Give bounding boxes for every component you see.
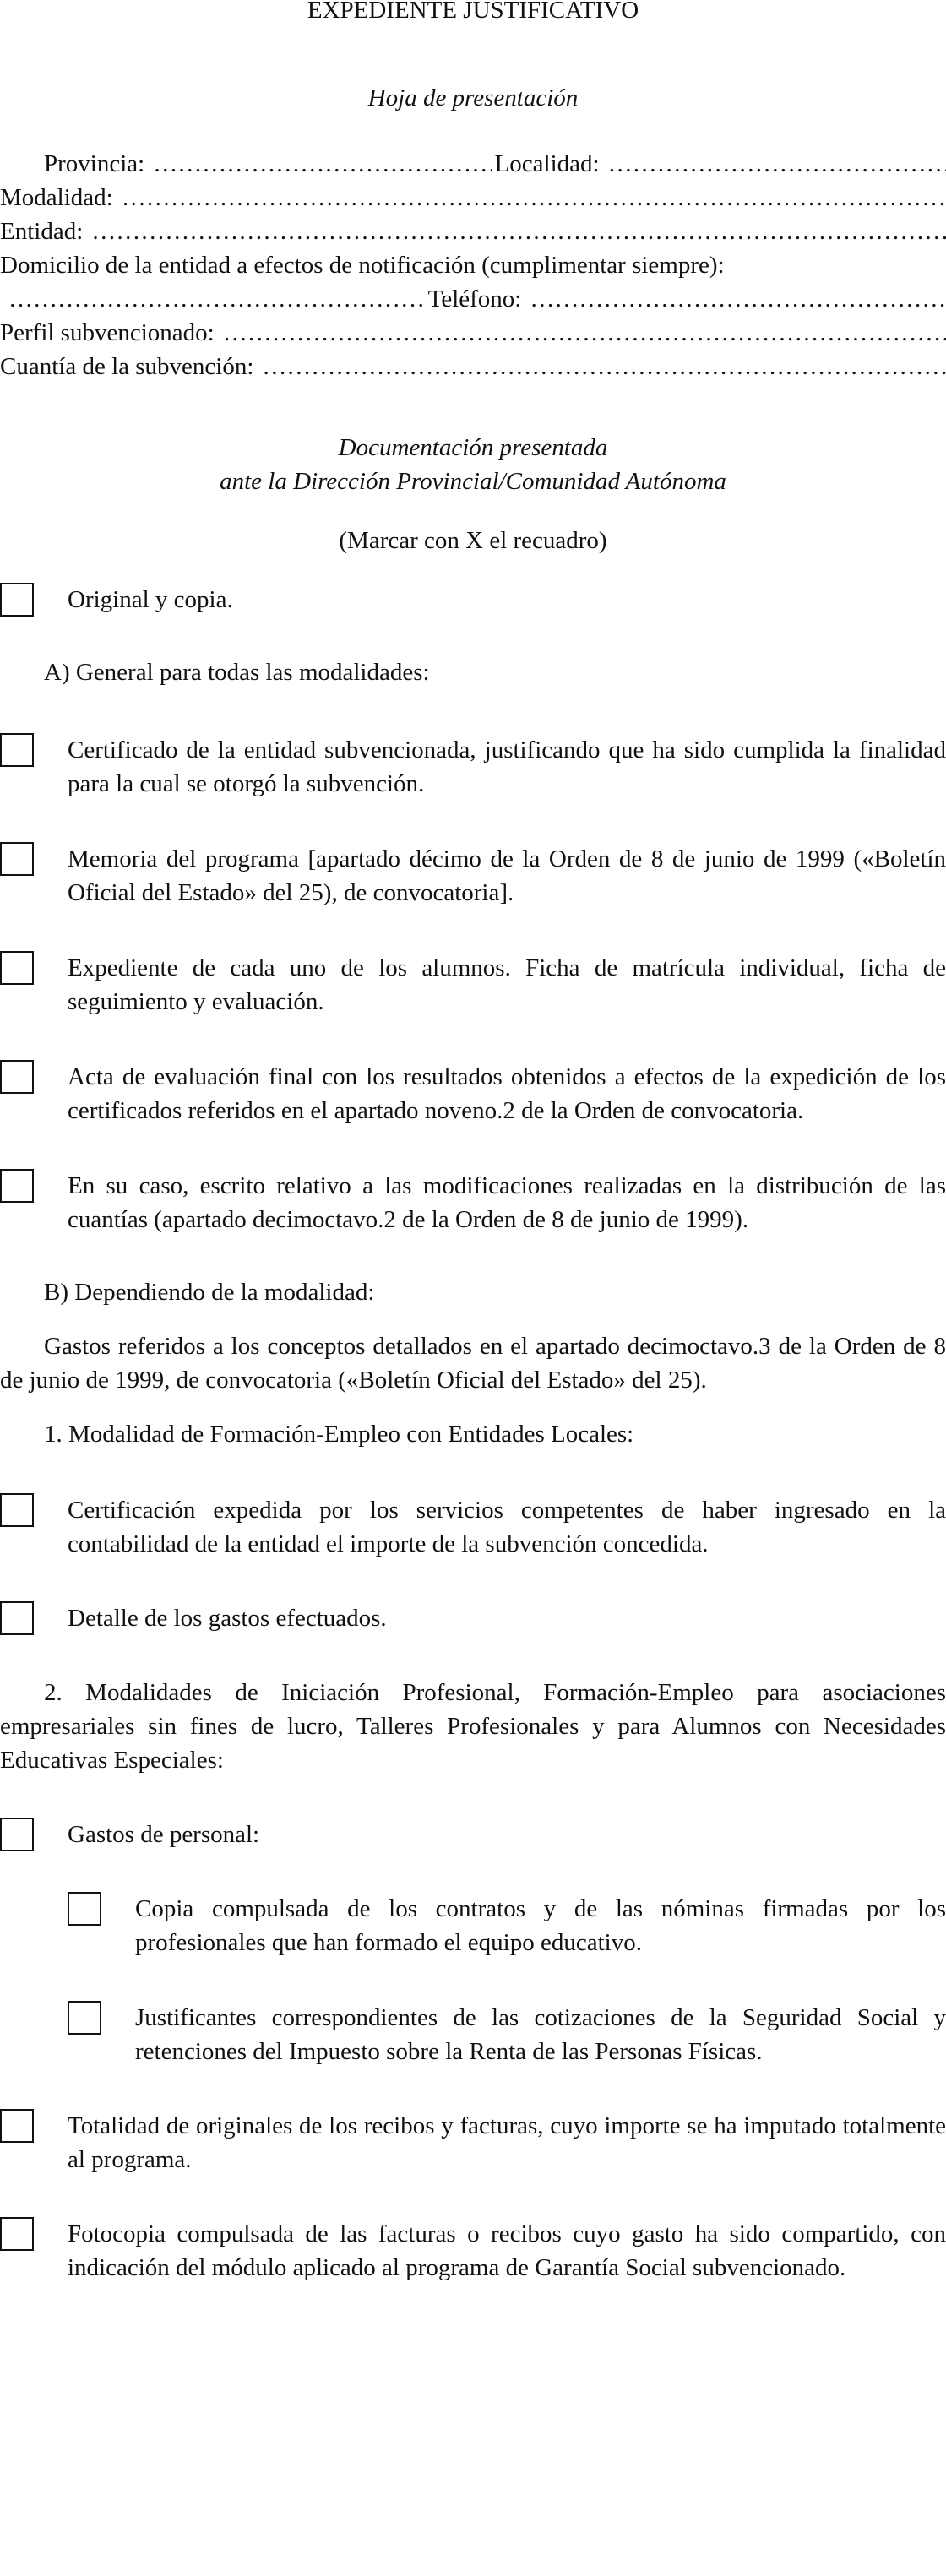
- field-label-cuantia: Cuantía de la subvención:: [0, 353, 254, 380]
- field-label-domicilio: Domicilio de la entidad a efectos de notificación (cumplimentar siempre):: [0, 252, 725, 279]
- checkbox-b2a[interactable]: [0, 1818, 34, 1851]
- checkbox-a3[interactable]: [0, 951, 34, 985]
- field-blank-cuantia[interactable]: [262, 350, 946, 383]
- field-modalidad: [0, 181, 946, 215]
- checklist-label: Expediente de cada uno de los alumnos. Ficha de matrícula individual, ficha de seguimiento y evaluación.: [68, 954, 946, 1015]
- field-perfil: [0, 316, 946, 350]
- checklist-label: Certificado de la entidad subvencionada, justificando que ha sido cumplida la finalidad para la cual se otorgó la subvención.: [68, 736, 946, 797]
- field-entidad: [0, 215, 946, 248]
- field-label-localidad: Localidad:: [494, 150, 600, 177]
- field-label-modalidad: Modalidad:: [0, 184, 113, 211]
- checklist-item-b2b: [0, 2109, 946, 2177]
- checklist-item-b2a1: [0, 1892, 946, 1959]
- field-blank-localidad[interactable]: [608, 147, 946, 181]
- checkbox-b2b[interactable]: [0, 2109, 34, 2143]
- checklist-label: Justificantes correspondientes de las cotizaciones de la Seguridad Social y retenciones del Impuesto sobre la Renta de las Personas Físicas.: [135, 2004, 946, 2065]
- checkbox-a1[interactable]: [0, 733, 34, 767]
- section-a-heading: A) General para todas las modalidades:: [44, 659, 430, 686]
- checklist-label: Fotocopia compulsada de las facturas o recibos cuyo gasto ha sido compartido, con indicación del módulo aplicado al programa de Garantía Social subvencionado.: [68, 2220, 946, 2281]
- field-label-perfil: Perfil subvencionado:: [0, 319, 215, 346]
- checkbox-a4[interactable]: [0, 1060, 34, 1094]
- documentation-heading: [0, 431, 946, 498]
- mark-instruction: (Marcar con X el recuadro): [339, 527, 607, 554]
- checklist-item-a3: [0, 951, 946, 1019]
- checklist-item-a1: [0, 733, 946, 801]
- field-domicilio-telefono: [0, 282, 946, 316]
- field-blank-entidad[interactable]: [91, 215, 946, 248]
- checkbox-original[interactable]: [0, 583, 34, 617]
- section-b-paragraph: Gastos referidos a los conceptos detallados en el apartado decimoctavo.3 de la Orden de 8 de junio de 1999, de convocatoria («Boletín Oficial del Estado» del 25).: [0, 1333, 946, 1394]
- checkbox-a2[interactable]: [0, 842, 34, 876]
- checklist-label: En su caso, escrito relativo a las modificaciones realizadas en la distribución de las cuantías (apartado decimoctavo.2 de la Orden de 8 de junio de 1999).: [68, 1172, 946, 1233]
- document-subtitle: Hoja de presentación: [367, 84, 579, 111]
- checklist-item-b1a: [0, 1493, 946, 1561]
- checkbox-b2a2[interactable]: [68, 2001, 101, 2035]
- field-provincia-localidad: [0, 147, 946, 181]
- checkbox-b1a[interactable]: [0, 1493, 34, 1527]
- checkbox-a5[interactable]: [0, 1169, 34, 1203]
- section-b-heading: B) Dependiendo de la modalidad:: [44, 1279, 375, 1306]
- checklist-label: Detalle de los gastos efectuados.: [68, 1605, 387, 1632]
- checklist-item-a5: [0, 1169, 946, 1236]
- field-cuantia: [0, 350, 946, 383]
- field-blank-modalidad[interactable]: [122, 181, 946, 215]
- field-label-entidad: Entidad:: [0, 218, 84, 245]
- checklist-label: Acta de evaluación final con los resultados obtenidos a efectos de la expedición de los certificados referidos en el apartado noveno.2 de la Orden de convocatoria.: [68, 1063, 946, 1124]
- form-fields: [0, 147, 946, 383]
- checkbox-b1b[interactable]: [0, 1601, 34, 1635]
- subsection-1-heading: 1. Modalidad de Formación-Empleo con Entidades Locales:: [44, 1421, 634, 1448]
- checklist-item-a4: [0, 1060, 946, 1128]
- checklist-item-b1b: [0, 1601, 946, 1635]
- checklist-item-b2c: [0, 2217, 946, 2285]
- field-blank-perfil[interactable]: [223, 316, 946, 350]
- field-blank-domicilio[interactable]: [8, 282, 425, 316]
- checkbox-b2c[interactable]: [0, 2217, 34, 2251]
- checklist-label: Totalidad de originales de los recibos y facturas, cuyo importe se ha imputado totalmente al programa.: [68, 2112, 946, 2173]
- checklist-item-b2a2: [0, 2001, 946, 2068]
- checklist-label: Gastos de personal:: [68, 1821, 260, 1848]
- field-blank-telefono[interactable]: [530, 282, 946, 316]
- subsection-2-heading: 2. Modalidades de Iniciación Profesional, Formación-Empleo para asociaciones empresariales sin fines de lucro, Talleres Profesionales y para Alumnos con Necesidades Educativas Especiales:: [0, 1679, 946, 1774]
- field-label-telefono: Teléfono:: [427, 285, 522, 312]
- checklist-label: Original y copia.: [68, 586, 233, 613]
- documentation-heading-line1: Documentación presentada: [338, 434, 608, 461]
- checklist-label: Certificación expedida por los servicios competentes de haber ingresado en la contabilidad de la entidad el importe de la subvención concedida.: [68, 1497, 946, 1557]
- field-blank-provincia[interactable]: [153, 147, 491, 181]
- checkbox-b2a1[interactable]: [68, 1892, 101, 1926]
- documentation-heading-line2: ante la Dirección Provincial/Comunidad Autónoma: [220, 468, 726, 495]
- checklist-item-b2a: [0, 1818, 946, 1851]
- document-title: EXPEDIENTE JUSTIFICATIVO: [307, 0, 639, 24]
- checklist-item-original: [0, 583, 946, 617]
- checklist-label: Memoria del programa [apartado décimo de la Orden de 8 de junio de 1999 («Boletín Oficial del Estado» del 25), de convocatoria].: [68, 845, 946, 906]
- field-label-provincia: Provincia:: [44, 150, 145, 177]
- checklist-item-a2: [0, 842, 946, 910]
- checklist-label: Copia compulsada de los contratos y de las nóminas firmadas por los profesionales que han formado el equipo educativo.: [135, 1895, 946, 1956]
